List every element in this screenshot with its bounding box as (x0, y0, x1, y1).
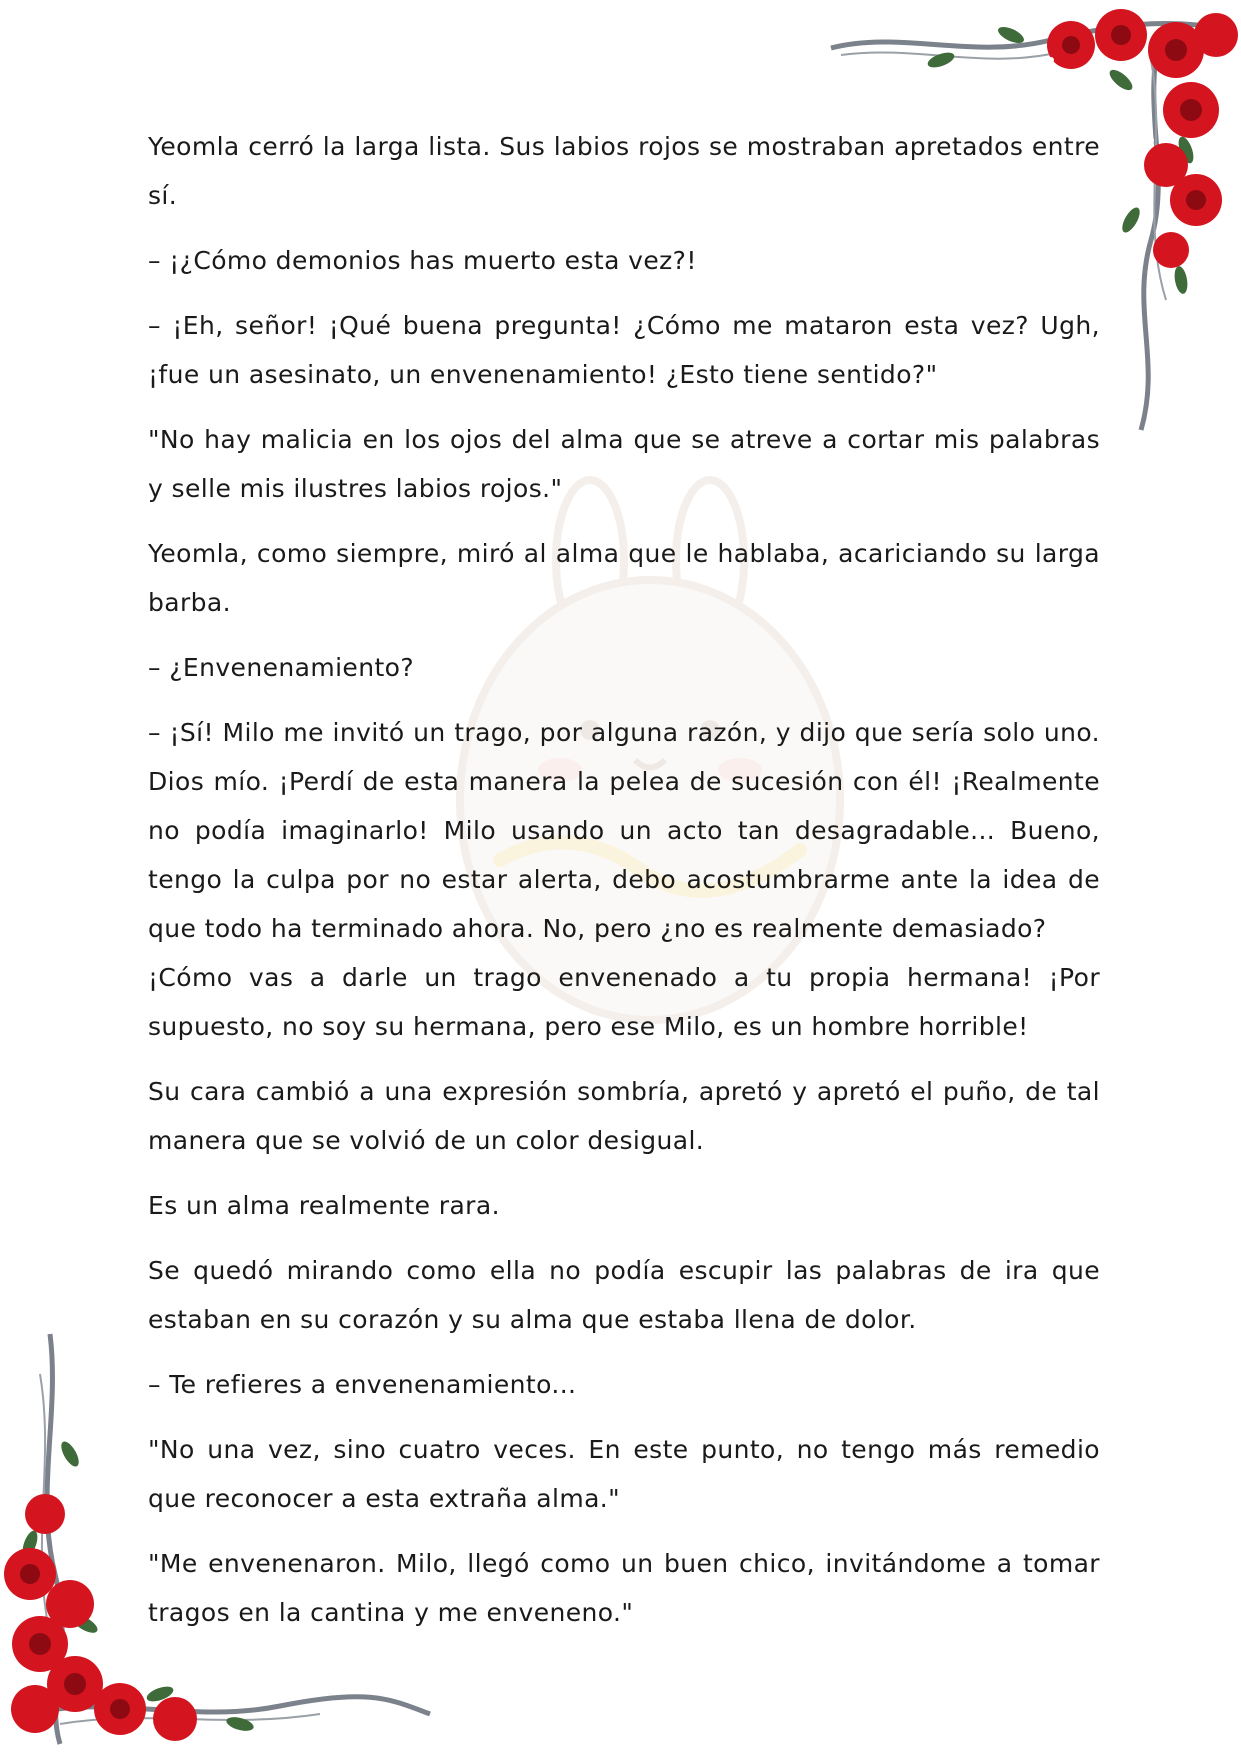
paragraph: – ¡Eh, señor! ¡Qué buena pregunta! ¿Cómo me mataron esta vez? Ugh, ¡fue un asesinato, un envenenamiento! ¿Esto tiene sentido?" (148, 311, 1100, 389)
paragraph: Se quedó mirando como ella no podía escupir las palabras de ira que estaban en su corazón y su alma que estaba llena de dolor. (148, 1256, 1100, 1334)
document-body (148, 122, 1100, 1653)
paragraph: Yeomla, como siempre, miró al alma que le hablaba, acariciando su larga barba. (148, 539, 1100, 617)
paragraph: – ¡¿Cómo demonios has muerto esta vez?! (148, 246, 697, 275)
paragraph: "No hay malicia en los ojos del alma que se atreve a cortar mis palabras y selle mis ilustres labios rojos." (148, 425, 1100, 503)
paragraph: "No una vez, sino cuatro veces. En este punto, no tengo más remedio que reconocer a esta extraña alma." (148, 1435, 1100, 1513)
paragraph: Su cara cambió a una expresión sombría, apretó y apretó el puño, de tal manera que se volvió de un color desigual. (148, 1077, 1100, 1155)
paragraph: Es un alma realmente rara. (148, 1191, 500, 1220)
paragraph: – Te refieres a envenenamiento... (148, 1370, 577, 1399)
paragraph: Yeomla cerró la larga lista. Sus labios rojos se mostraban apretados entre sí. (148, 132, 1100, 210)
paragraph: – ¡Sí! Milo me invitó un trago, por alguna razón, y dijo que sería solo uno. Dios mío. ¡Perdí de esta manera la pelea de sucesión con él! ¡Realmente no podía imaginarlo! Milo usando un acto tan desagradable... Bueno, tengo la culpa por no estar alerta, debo acostumbrarme ante la idea de que todo ha terminado ahora. No, pero ¿no es realmente demasiado? (148, 718, 1100, 943)
paragraph: "Me envenenaron. Milo, llegó como un buen chico, invitándome a tomar tragos en la cantina y me enveneno." (148, 1549, 1100, 1627)
paragraph: – ¿Envenenamiento? (148, 653, 415, 682)
paragraph: ¡Cómo vas a darle un trago envenenado a tu propia hermana! ¡Por supuesto, no soy su hermana, pero ese Milo, es un hombre horrible! (148, 963, 1100, 1041)
